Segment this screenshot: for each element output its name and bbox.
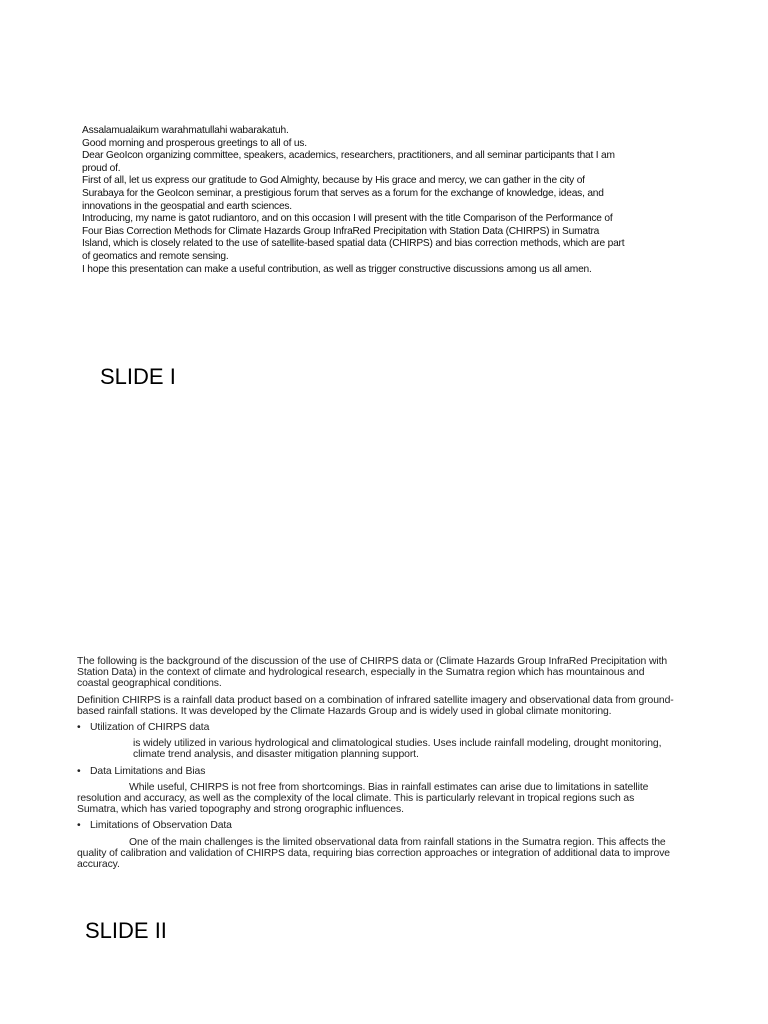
bullet-heading: Utilization of CHIRPS data	[90, 722, 210, 734]
greeting-line: Assalamualaikum warahmatullahi wabarakatuh.	[82, 125, 289, 136]
slide-two-title: SLIDE II	[85, 918, 167, 943]
greeting-line: Dear GeoIcon organizing committee, speakers, academics, researchers, practitioners, and all seminar participants that I am proud of.	[82, 150, 615, 174]
bullet-text: While useful, CHIRPS is not free from shortcomings. Bias in rainfall estimates can arise due to limitations in satellite resolution and accuracy, as well as the complexity of the local climate. This is particularly relevant in tropical regions such as Sumatra, which has varied topography and strong orographic influences.	[77, 781, 649, 816]
bullet-icon: •	[77, 820, 81, 832]
greeting-line: Introducing, my name is gatot rudiantoro, and on this occasion I will present with the title Comparison of the Performance of Four Bias Correction Methods for Climate Hazards Group InfraRed Precipitation with Station Data (CHIRPS) in Sumatra Island, which is closely related to the use of satellite-based spatial data (CHIRPS) and bias correction methods, which are part of geomatics and remote sensing.	[82, 213, 625, 262]
background-intro: The following is the background of the discussion of the use of CHIRPS data or (Climate Hazards Group InfraRed Precipitation with Station Data) in the context of climate and hydrological research, especially in the Sumatra region which has mountainous and coastal geographical conditions.	[77, 656, 668, 690]
bullet-icon: •	[77, 765, 81, 777]
bullet-text: is widely utilized in various hydrological and climatological studies. Uses include rainfall modeling, drought monitoring, climate trend analysis, and disaster mitigation planning support.	[133, 738, 662, 761]
bullet-text: One of the main challenges is the limited observational data from rainfall stations in the Sumatra region. This affects the quality of calibration and validation of CHIRPS data, requiring bias correction approaches or integration of additional data to improve accuracy.	[77, 836, 670, 871]
bullet-item	[77, 766, 677, 777]
greeting-line: I hope this presentation can make a useful contribution, as well as trigger constructive discussions among us all amen.	[82, 263, 592, 275]
bullet-item	[77, 722, 677, 733]
bullet-heading: Data Limitations and Bias	[90, 765, 206, 777]
background-section	[77, 656, 677, 875]
bullet-icon: •	[77, 722, 81, 734]
greeting-line: Good morning and prosperous greetings to all of us.	[82, 137, 307, 149]
bullet-heading: Limitations of Observation Data	[90, 820, 232, 832]
greeting-line: First of all, let us express our gratitude to God Almighty, because by His grace and mercy, we can gather in the city of Surabaya for the GeoIcon seminar, a prestigious forum that serves as a forum for the exchange of knowledge, ideas, and innovations in the geospatial and earth sciences.	[82, 175, 604, 212]
bullet-item	[77, 820, 677, 831]
opening-remarks	[82, 125, 627, 276]
chirps-definition: Definition CHIRPS is a rainfall data product based on a combination of infrared satellite imagery and observational data from ground-based rainfall stations. It was developed by the Climate Hazards Group and is widely used in global climate monitoring.	[77, 694, 674, 717]
slide-one-title: SLIDE I	[100, 364, 176, 389]
